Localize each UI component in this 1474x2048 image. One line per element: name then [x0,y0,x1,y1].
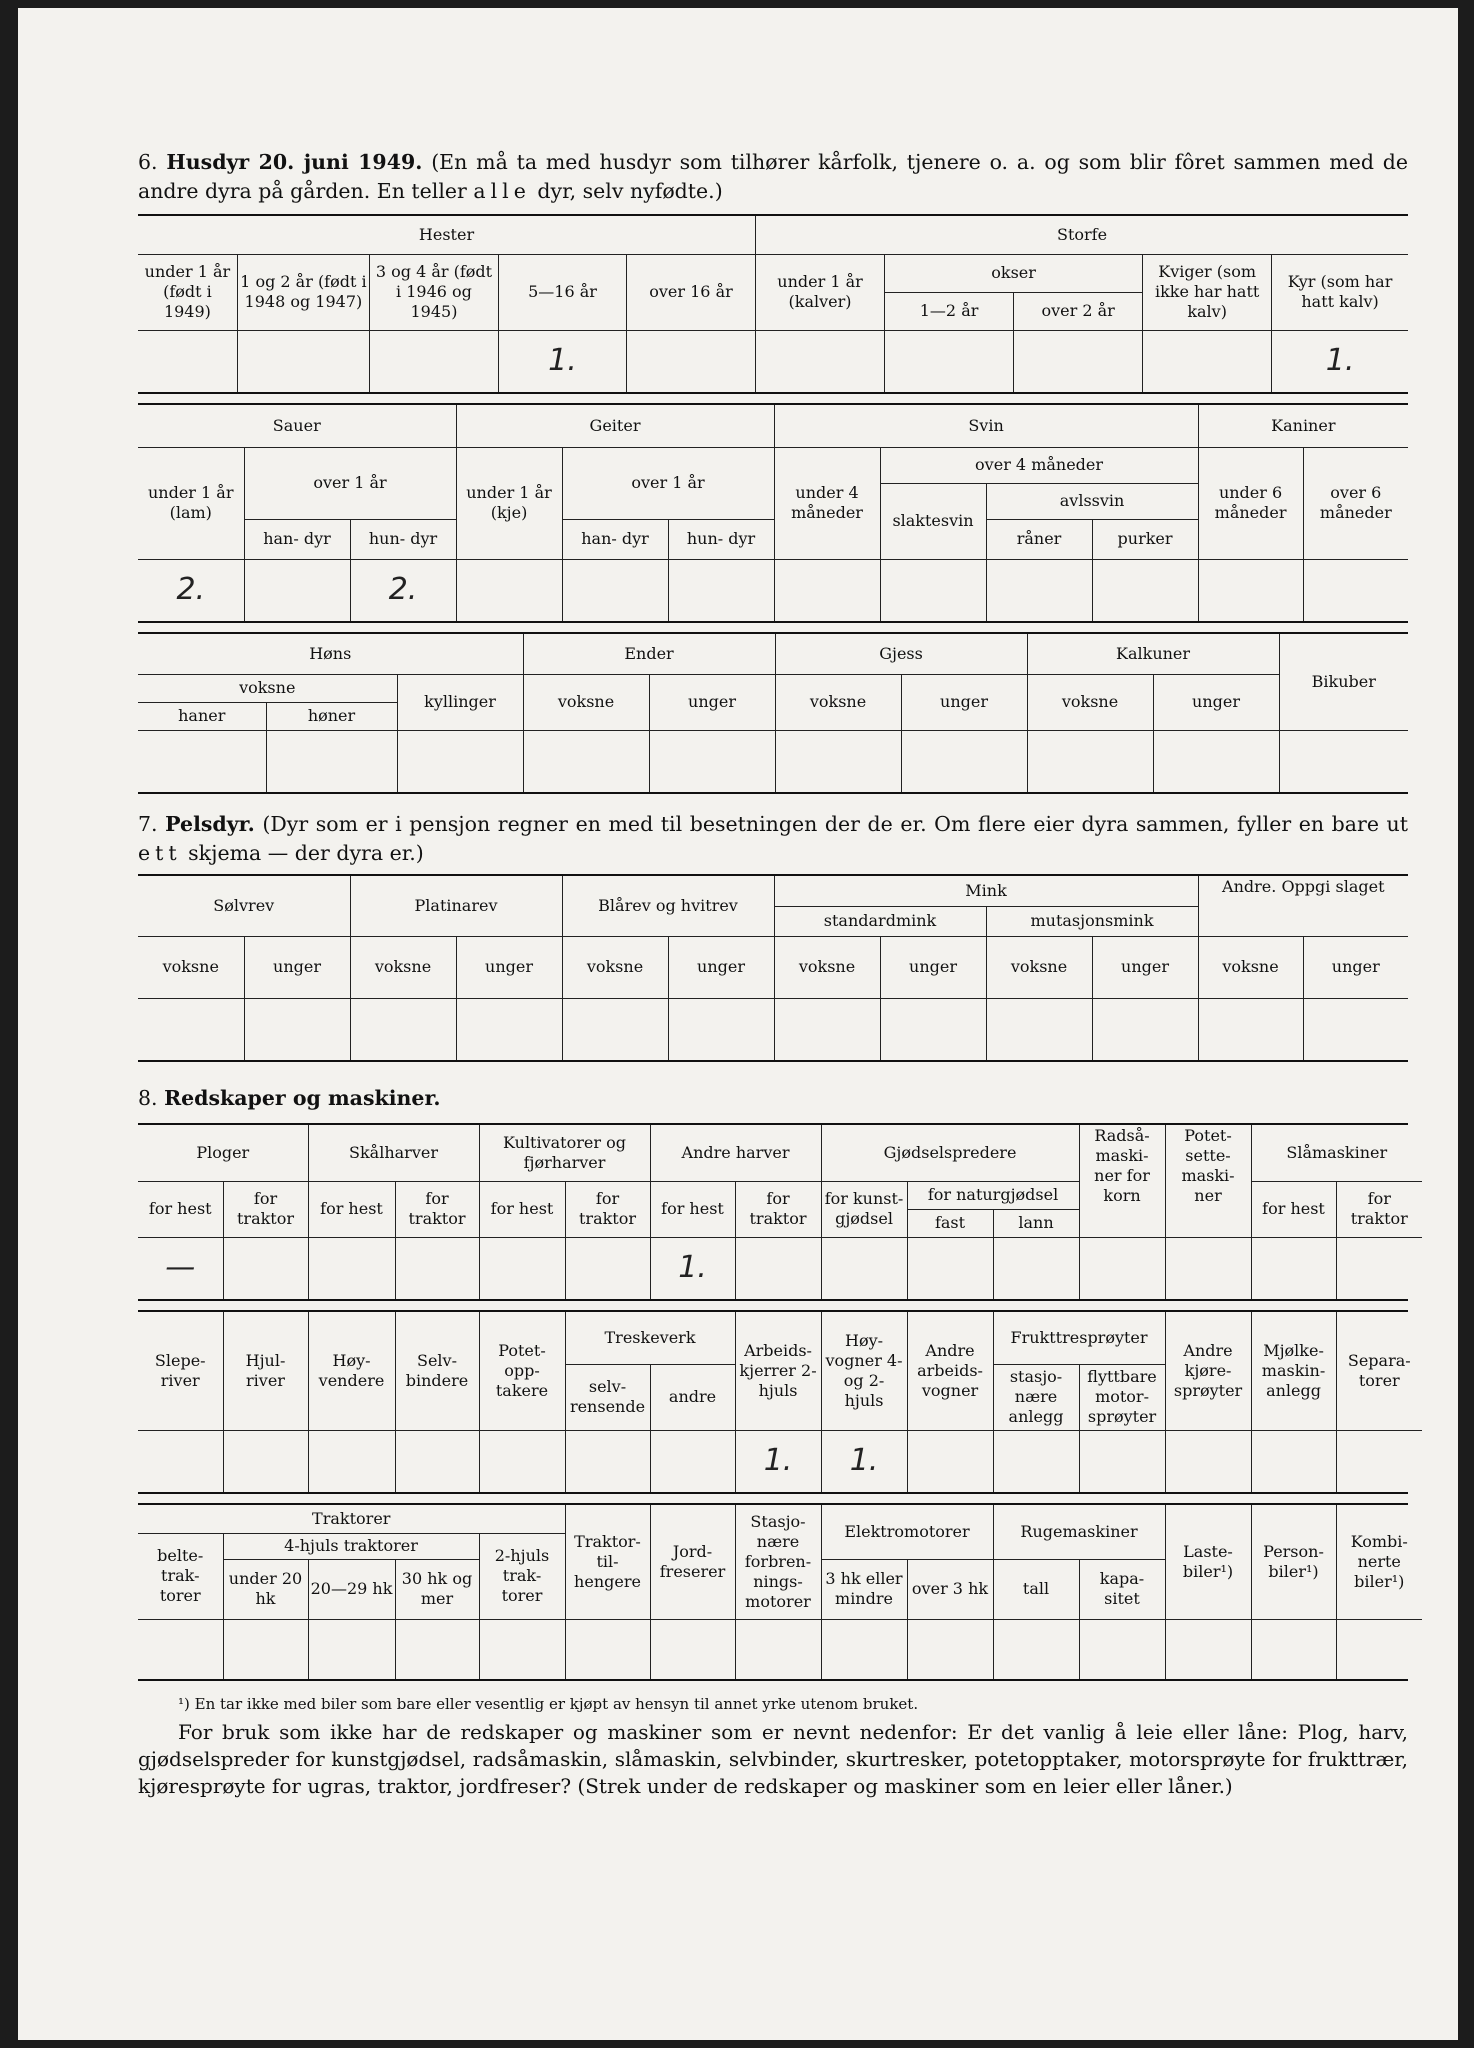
value-cell[interactable] [1165,1237,1251,1299]
value-cell[interactable] [1079,1237,1165,1299]
treske-andre: andre [650,1364,735,1430]
value-cell[interactable] [479,1619,565,1679]
geiter-handyr: han- dyr [562,519,668,559]
value-cell[interactable] [775,730,901,792]
skalharv-for-traktor: for traktor [395,1181,479,1237]
col-voksne: voksne [774,936,880,998]
pelsdyr-block [138,874,1408,1062]
hons-header: Høns [138,634,523,674]
value-hoyvogner[interactable]: 1. [821,1430,907,1492]
andre-pelsdyr-header: Andre. Oppgi slaget [1198,876,1408,936]
geiter-hundyr: hun- dyr [668,519,774,559]
section-text-spaced: ett [138,841,182,865]
value-cell[interactable] [138,1430,223,1492]
traktor-over-30: 30 hk og mer [395,1559,479,1619]
col-voksne: voksne [986,936,1092,998]
geiter-kje: under 1 år (kje) [456,447,562,559]
value-cell[interactable] [774,998,880,1060]
lastebiler-header: Laste- biler¹) [1165,1505,1251,1619]
hoyvogner-header: Høy- vogner 4- og 2- hjuls [821,1312,907,1430]
value-cell[interactable] [735,1237,821,1299]
rugemaskiner-header: Rugemaskiner [993,1505,1165,1559]
section-text-end: dyr, selv nyfødte.) [537,179,723,203]
natur-lann: lann [993,1209,1079,1237]
section-number: 7. [138,812,158,836]
radsamaskiner-header: Radså- maski- ner for korn [1079,1125,1165,1237]
svin-raner: råner [986,519,1092,559]
ender-header: Ender [523,634,775,674]
value-cell[interactable] [901,730,1027,792]
value-cell[interactable] [885,330,1014,392]
section-text-spaced: alle [473,179,531,203]
section-6-heading [138,148,1408,206]
value-cell[interactable] [735,1619,821,1679]
value-cell[interactable] [627,330,756,392]
value-cell[interactable] [756,330,885,392]
value-sau-hundyr[interactable]: 2. [350,559,456,621]
value-cell[interactable] [562,998,668,1060]
value-cell[interactable] [456,559,562,621]
traktorer-header: Traktorer [138,1505,565,1533]
value-cell[interactable] [1336,1619,1422,1679]
value-cell[interactable] [138,730,266,792]
value-cell[interactable] [1143,330,1272,392]
kaniner-over-6: over 6 måneder [1303,447,1408,559]
value-cell[interactable] [668,998,774,1060]
slamaskin-for-traktor: for traktor [1336,1181,1422,1237]
ploger-header: Ploger [138,1125,308,1181]
4-hjuls-traktorer: 4-hjuls traktorer [223,1533,479,1559]
husdyr-fjorfe-block [138,632,1408,794]
col-voksne: voksne [350,936,456,998]
storfe-kalver: under 1 år (kalver) [756,254,885,330]
value-cell[interactable] [1198,559,1303,621]
value-cell[interactable] [986,559,1092,621]
kaniner-header: Kaniner [1198,405,1408,447]
value-cell[interactable] [395,1619,479,1679]
mutasjonsmink-header: mutasjonsmink [986,906,1198,936]
value-cell[interactable] [650,1619,735,1679]
value-cell[interactable] [650,1430,735,1492]
storfe-kviger: Kviger (som ikke har hatt kalv) [1143,254,1272,330]
section-text: (Dyr som er i pensjon regner en med til besetningen der de er. Om flere eier dyra sammen, fyller en bare ut [262,812,1408,836]
value-cell[interactable] [1336,1237,1422,1299]
col-unger: unger [880,936,986,998]
arbeidsvogner-header: Andre arbeids- vogner [907,1312,993,1430]
col-voksne: voksne [138,936,244,998]
svin-avlssvin: avlssvin [986,483,1198,519]
gjess-unger: unger [901,674,1027,730]
stasjonaere-motorer-header: Stasjo- nære forbren- nings- motorer [735,1505,821,1619]
section-title: Redskaper og maskiner. [164,1086,441,1110]
value-cell[interactable] [649,730,775,792]
skalharv-for-hest: for hest [308,1181,395,1237]
standardmink-header: standardmink [774,906,986,936]
elektro-3hk-mindre: 3 hk eller mindre [821,1559,907,1619]
svin-slaktesvin: slaktesvin [880,483,986,559]
slamaskiner-header: Slåmaskiner [1251,1125,1422,1181]
blarev-header: Blårev og hvitrev [562,876,774,936]
kalkuner-voksne: voksne [1027,674,1153,730]
kjoresproyter-header: Andre kjøre- sprøyter [1165,1312,1251,1430]
hons-honer: høner [266,702,397,730]
value-cell[interactable] [1079,1430,1165,1492]
value-hester-5-16[interactable]: 1. [498,330,626,392]
value-cell[interactable] [395,1430,479,1492]
sauer-handyr: han- dyr [244,519,350,559]
value-arbeidskjerrer[interactable]: 1. [735,1430,821,1492]
value-cell[interactable] [308,1619,395,1679]
section-number: 6. [138,150,158,174]
storfe-header: Storfe [756,216,1408,254]
hester-storfe-table [138,216,1408,392]
value-cell[interactable] [266,730,397,792]
harv-for-hest: for hest [650,1181,735,1237]
ender-unger: unger [649,674,775,730]
value-cell[interactable] [821,1237,907,1299]
kalkuner-header: Kalkuner [1027,634,1279,674]
value-cell[interactable] [1165,1430,1251,1492]
mjolkemaskin-header: Mjølke- maskin- anlegg [1251,1312,1336,1430]
value-cell[interactable] [1251,1619,1336,1679]
okser-1-2: 1—2 år [885,292,1014,330]
section-text-end: skjema — der dyra er.) [188,841,424,865]
gjodsel-kunst: for kunst- gjødsel [821,1181,907,1237]
value-cell[interactable] [369,330,498,392]
section-number: 8. [138,1086,158,1110]
skalharver-header: Skålharver [308,1125,479,1181]
value-cell[interactable] [1165,1619,1251,1679]
closing-paragraph: For bruk som ikke har de redskaper og maskiner som er nevnt nedenfor: Er det vanlig å leie eller låne: Plog, harv, gjødselspreder for kunstgjødsel, radsåmaskin, slåmaskin, selvbinder, skurtresker, potetopptaker, motorsprøyte for frukttrær, kjøresprøyte for ugras, traktor, jordfreser? (Strek under de redskaper og maskiner som en leier eller låner.) [138,1720,1408,1798]
traktor-20-29: 20—29 hk [308,1559,395,1619]
hester-1-2: 1 og 2 år (født i 1948 og 1947) [237,254,369,330]
kalkuner-unger: unger [1153,674,1279,730]
value-cell[interactable] [880,998,986,1060]
value-cell[interactable] [138,998,244,1060]
redskaper-table-1 [138,1125,1422,1299]
value-cell[interactable] [1251,1237,1336,1299]
value-cell[interactable] [993,1619,1079,1679]
col-unger: unger [1303,936,1408,998]
value-cell[interactable] [993,1237,1079,1299]
value-harv-hest[interactable]: 1. [650,1237,735,1299]
gjodsel-natur: for naturgjødsel [907,1181,1079,1209]
value-cell[interactable] [223,1619,308,1679]
svin-purker: purker [1092,519,1198,559]
traktor-under-20: under 20 hk [223,1559,308,1619]
hester-under-1: under 1 år (født i 1949) [138,254,237,330]
ruge-tall: tall [993,1559,1079,1619]
value-cell[interactable] [562,559,668,621]
hester-3-4: 3 og 4 år (født i 1946 og 1945) [369,254,498,330]
hester-header: Hester [138,216,756,254]
harv-for-traktor: for traktor [735,1181,821,1237]
value-cell[interactable] [993,1430,1079,1492]
value-cell[interactable] [821,1619,907,1679]
value-cell[interactable] [907,1619,993,1679]
frukt-flyttbare: flyttbare motor- sprøyter [1079,1364,1165,1430]
value-cell[interactable] [565,1619,650,1679]
kombinerte-biler-header: Kombi- nerte biler¹) [1336,1505,1422,1619]
pelsdyr-table [138,876,1408,1060]
form-page [18,8,1458,2040]
value-lam[interactable]: 2. [138,559,244,621]
value-cell[interactable] [138,1619,223,1679]
svin-under-4: under 4 måneder [774,447,880,559]
personbiler-header: Person- biler¹) [1251,1505,1336,1619]
redskaper-table-3 [138,1505,1422,1679]
kultivatorer-header: Kultivatorer og fjørharver [479,1125,650,1181]
kaniner-under-6: under 6 måneder [1198,447,1303,559]
col-voksne: voksne [562,936,668,998]
treske-selvrensende: selv- rensende [565,1364,650,1430]
value-cell[interactable] [397,730,523,792]
value-cell[interactable] [456,998,562,1060]
husdyr-sau-geit-svin-block [138,403,1408,623]
section-8-heading [138,1084,1408,1113]
redskaper-block-3 [138,1503,1408,1681]
sleperiver-header: Slepe- river [138,1312,223,1430]
value-cell[interactable] [244,998,350,1060]
form-sheet [138,148,1411,1800]
sau-geit-svin-table [138,405,1408,621]
value-cell[interactable] [1336,1430,1422,1492]
hester-over-16: over 16 år [627,254,756,330]
value-cell[interactable] [1014,330,1143,392]
value-cell[interactable] [565,1430,650,1492]
col-voksne: voksne [1198,936,1303,998]
value-cell[interactable] [1198,998,1303,1060]
value-cell[interactable] [308,1430,395,1492]
frukttresproyter-header: Frukttresprøyter [993,1312,1165,1364]
value-cell[interactable] [880,559,986,621]
col-unger: unger [244,936,350,998]
andre-harver-header: Andre harver [650,1125,821,1181]
value-cell[interactable] [223,1430,308,1492]
sauer-header: Sauer [138,405,456,447]
value-cell[interactable] [565,1237,650,1299]
fjorfe-table [138,634,1408,792]
gjess-header: Gjess [775,634,1027,674]
footnote: ¹) En tar ikke med biler som bare eller vesentlig er kjøpt av hensyn til annet yrke utenom bruket. [178,1695,919,1713]
kultivator-for-hest: for hest [479,1181,565,1237]
hjulriver-header: Hjul- river [223,1312,308,1430]
gjess-voksne: voksne [775,674,901,730]
value-cell[interactable] [1279,730,1408,792]
col-unger: unger [456,936,562,998]
hoyvendere-header: Høy- vendere [308,1312,395,1430]
ruge-kapasitet: kapa- sitet [1079,1559,1165,1619]
arbeidskjerrer-header: Arbeids- kjerrer 2-hjuls [735,1312,821,1430]
section-7-heading [138,810,1408,868]
selvbindere-header: Selv- bindere [395,1312,479,1430]
value-cell[interactable] [350,998,456,1060]
section-title: Pelsdyr. [165,812,255,836]
natur-fast: fast [907,1209,993,1237]
hons-kyllinger: kyllinger [397,674,523,730]
potetopptakere-header: Potet- opp- takere [479,1312,565,1430]
value-cell[interactable] [1251,1430,1336,1492]
svin-over-4: over 4 måneder [880,447,1198,483]
value-plog-hest[interactable]: — [138,1237,223,1299]
mink-header: Mink [774,876,1198,906]
geiter-header: Geiter [456,405,774,447]
col-unger: unger [668,936,774,998]
value-cell[interactable] [479,1237,565,1299]
frukt-stasjonaere: stasjo- nære anlegg [993,1364,1079,1430]
traktortilhengere-header: Traktor- til- hengere [565,1505,650,1619]
sauer-lam: under 1 år (lam) [138,447,244,559]
value-cell[interactable] [1303,559,1408,621]
jordfresere-header: Jord- freserer [650,1505,735,1619]
value-cell[interactable] [907,1430,993,1492]
value-cell[interactable] [1079,1619,1165,1679]
okser-over-2: over 2 år [1014,292,1143,330]
value-cell[interactable] [1092,559,1198,621]
redskaper-block-2 [138,1310,1411,1494]
value-cell[interactable] [244,559,350,621]
treskeverk-header: Treskeverk [565,1312,735,1364]
redskaper-table-2 [138,1312,1422,1492]
bikuber-header: Bikuber [1279,634,1408,730]
separatorer-header: Separa- torer [1336,1312,1422,1430]
value-kyr[interactable]: 1. [1272,330,1408,392]
2-hjuls-traktorer: 2-hjuls trak- torer [479,1533,565,1619]
plog-for-hest: for hest [138,1181,223,1237]
storfe-kyr: Kyr (som har hatt kalv) [1272,254,1408,330]
hons-voksne: voksne [138,674,397,702]
section-title: Husdyr 20. juni 1949. [166,150,423,174]
geiter-over-1: over 1 år [562,447,774,519]
slamaskin-for-hest: for hest [1251,1181,1336,1237]
sauer-over-1: over 1 år [244,447,456,519]
hester-5-16: 5—16 år [498,254,626,330]
value-cell[interactable] [138,330,237,392]
solvrev-header: Sølvrev [138,876,350,936]
value-cell[interactable] [523,730,649,792]
section-text: (En må ta med husdyr som tilhører kårfolk, tjenere o. a. og som blir fôret sammen med de andre dyra på gården. En teller [138,150,1408,203]
potetsettemaskiner-header: Potet- sette- maski- ner [1165,1125,1251,1237]
value-cell[interactable] [774,559,880,621]
elektromotorer-header: Elektromotorer [821,1505,993,1559]
kultivator-for-traktor: for traktor [565,1181,650,1237]
redskaper-block-1 [138,1123,1408,1301]
value-cell[interactable] [237,330,369,392]
ender-voksne: voksne [523,674,649,730]
sauer-hundyr: hun- dyr [350,519,456,559]
gjodselspredere-header: Gjødselspredere [821,1125,1079,1181]
value-cell[interactable] [479,1430,565,1492]
value-cell[interactable] [986,998,1092,1060]
value-cell[interactable] [668,559,774,621]
value-cell[interactable] [308,1237,395,1299]
platinarev-header: Platinarev [350,876,562,936]
elektro-over-3hk: over 3 hk [907,1559,993,1619]
value-cell[interactable] [1027,730,1153,792]
value-cell[interactable] [1153,730,1279,792]
husdyr-hester-storfe-block [138,214,1408,394]
value-cell[interactable] [907,1237,993,1299]
hons-haner: haner [138,702,266,730]
value-cell[interactable] [395,1237,479,1299]
plog-for-traktor: for traktor [223,1181,308,1237]
value-cell[interactable] [223,1237,308,1299]
okser-header: okser [885,254,1143,292]
col-unger: unger [1092,936,1198,998]
value-cell[interactable] [1303,998,1408,1060]
beltetraktorer: belte- trak- torer [138,1533,223,1619]
svin-header: Svin [774,405,1198,447]
value-cell[interactable] [1092,998,1198,1060]
